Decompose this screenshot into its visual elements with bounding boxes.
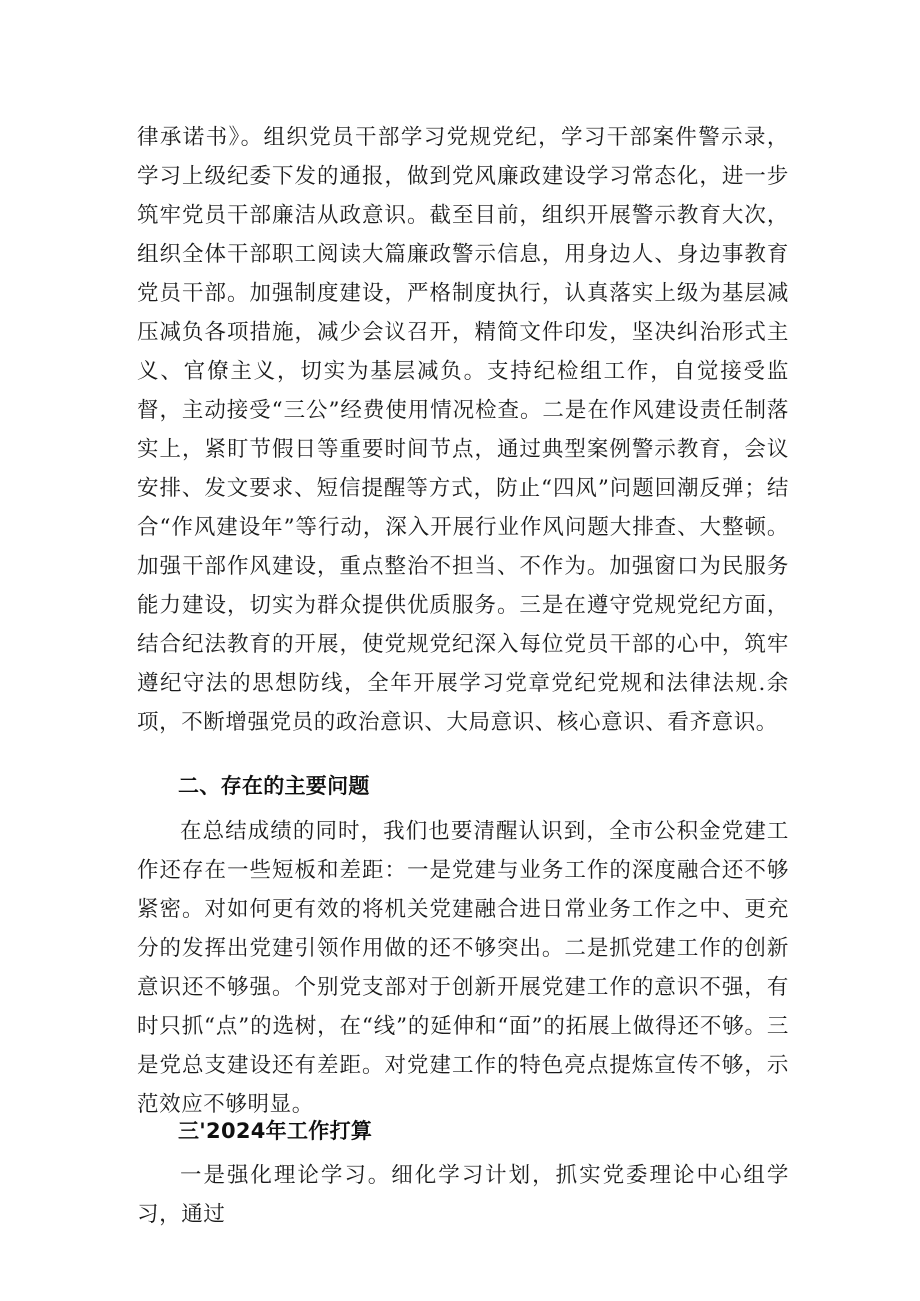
body-paragraph-plan: 一是强化理论学习。细化学习计划，抓实党委理论中心组学习，通过 bbox=[137, 1163, 789, 1227]
section-heading-problems: 二、存在的主要问题 bbox=[178, 774, 370, 798]
body-paragraph-problems: 在总结成绩的同时，我们也要清醒认识到，全市公积金党建工作还存在一些短板和差距：一是党建与业务工作的深度融合还不够紧密。对如何更有效的将机关党建融合进日常业务工作之中、更充分的发挥出党建引领作用做的还不够突出。二是抓党建工作的创新意识还不够强。个别党支部对于创新开展党建工作的意识不强，有时只抓“点”的选树，在“线”的延伸和“面”的拓展上做得还不够。三是党总支建设还有差距。对党建工作的特色亮点提炼宣传不够，示范效应不够明显。 bbox=[137, 819, 789, 1117]
section-heading-plan: 三'2024年工作打算 bbox=[178, 1119, 373, 1143]
body-paragraph-continued: 律承诺书》。组织党员干部学习党规党纪，学习干部案件警示录，学习上级纪委下发的通报，做到党风廉政建设学习常态化，进一步筑牢党员干部廉洁从政意识。截至目前，组织开展警示教育大次，组织全体干部职工阅读大篇廉政警示信息，用身边人、身边事教育党员干部。加强制度建设，严格制度执行，认真落实上级为基层减压减负各项措施，减少会议召开，精简文件印发，坚决纠治形式主义、官僚主义，切实为基层减负。支持纪检组工作，自觉接受监督，主动接受“三公”经费使用情况检查。二是在作风建设责任制落实上，紧盯节假日等重要时间节点，通过典型案例警示教育，会议安排、发文要求、短信提醒等方式，防止“四风”问题回潮反弹；结合“作风建设年”等行动，深入开展行业作风问题大排查、大整顿。加强干部作风建设，重点整治不担当、不作为。加强窗口为民服务能力建设，切实为群众提供优质服务。三是在遵守党规党纪方面，结合纪法教育的开展，使党规党纪深入每位党员干部的心中，筑牢遵纪守法的思想防线，全年开展学习党章党纪党规和法律法规.余项，不断增强党员的政治意识、大局意识、核心意识、看齐意识。 bbox=[137, 125, 789, 735]
